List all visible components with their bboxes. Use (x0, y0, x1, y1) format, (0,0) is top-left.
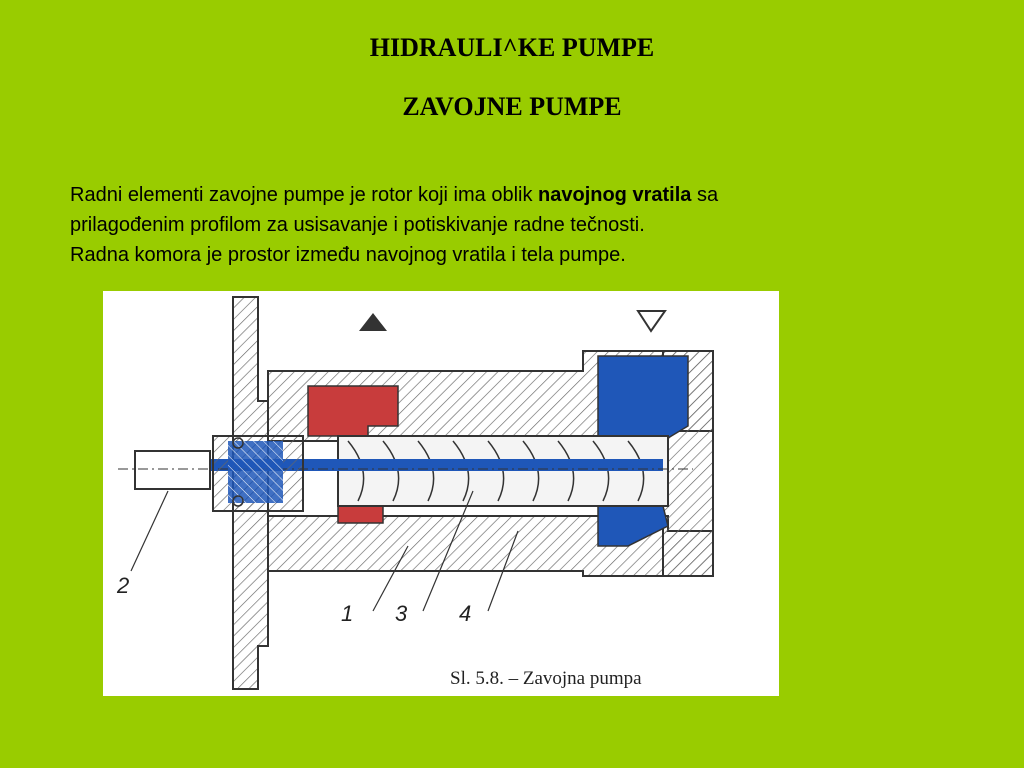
description-line-1 (70, 180, 970, 210)
part-label-2: 2 (117, 573, 130, 598)
description-line-3: Radna komora je prostor između navojnog vratila i tela pumpe. (70, 244, 626, 266)
figure-caption: Sl. 5.8. – Zavojna pumpa (450, 668, 642, 689)
description-paragraph (70, 180, 970, 270)
text-segment: sa (691, 184, 719, 206)
screw-pump-diagram (103, 291, 779, 696)
slide-title: HIDRAULI^KE PUMPE (369, 33, 655, 62)
part-label-1: 1 (341, 601, 354, 626)
emphasis-term: navojnog vratila (538, 184, 692, 206)
outlet-arrow-icon (638, 311, 665, 331)
inlet-arrow-icon (359, 313, 387, 331)
part-label-3: 3 (395, 601, 408, 626)
text-segment: Radni elementi zavojne pumpe je rotor koji ima oblik (70, 184, 539, 206)
part-label-4: 4 (459, 601, 472, 626)
pump-cross-section (103, 291, 779, 696)
slide-subtitle: ZAVOJNE PUMPE (402, 92, 622, 121)
description-line-2: prilagođenim profilom za usisavanje i potiskivanje radne tečnosti. (70, 214, 645, 236)
